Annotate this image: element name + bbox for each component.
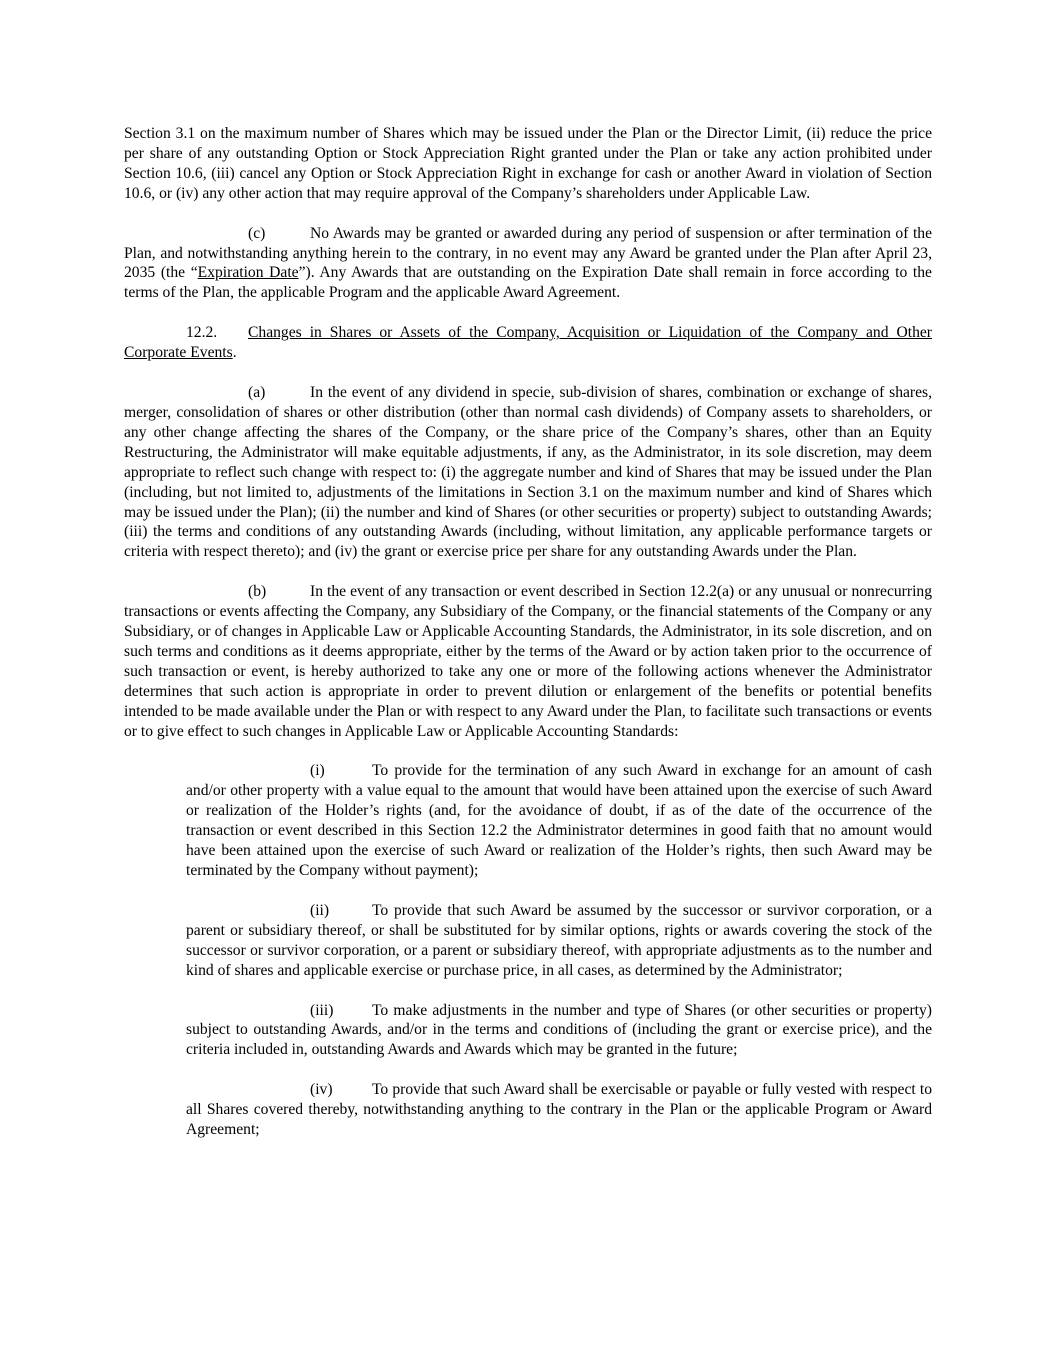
paragraph-gap bbox=[124, 363, 932, 383]
sub-item-text: To provide for the termination of any such Award in exchange for an amount of cash and/or other property with a value equal to the amount that would have been attained upon the exercise of such Award or realization of the Holder’s rights (and, for the avoidance of doubt, if as of the date of the occurrence of the transaction or event described in this Section 12.2 the Administrator determines in good faith that no amount would have been attained upon the exercise of such Award or realization of the Holder’s rights, then such Award may be terminated by the Company without payment); bbox=[186, 762, 932, 879]
section-title-end: . bbox=[232, 344, 237, 362]
sub-item-text: To provide that such Award be assumed by the successor or survivor corporation, or a parent or subsidiary thereof, or shall be substituted for by similar options, rights or awards covering the stock of the successor or survivor corporation, or a parent or subsidiary thereof, with appropriate adjustments as to the number and kind of shares and applicable exercise or purchase price, in all cases, as determined by the Administrator; bbox=[186, 901, 932, 979]
paragraph-text: ”). Any Awards that are outstanding on the Expiration Date shall remain in force according to the terms of the Plan, the applicable Program and the applicable Award Agreement. bbox=[124, 264, 932, 302]
sub-item-iv bbox=[186, 1080, 932, 1140]
sub-item-text: To make adjustments in the number and type of Shares (or other securities or property) subject to outstanding Awards, and/or in the terms and conditions of (including the grant or exercise price), and the criteria included in, outstanding Awards and Awards which may be granted in the future; bbox=[186, 1001, 932, 1059]
defined-term: Expiration Date bbox=[197, 264, 299, 282]
paragraph-continuation: Section 3.1 on the maximum number of Shares which may be issued under the Plan or the Director Limit, (ii) reduce the price per share of any outstanding Option or Stock Appreciation Right granted under the Plan or take any action prohibited under Section 10.6, (iii) cancel any Option or Stock Appreciation Right in exchange for cash or another Award in violation of Section 10.6, or (iv) any other action that may require approval of the Company’s shareholders under Applicable Law. bbox=[124, 125, 932, 202]
sub-item-label: (ii) bbox=[310, 901, 330, 919]
paragraph-b bbox=[124, 582, 932, 741]
paragraph-gap bbox=[124, 1060, 932, 1080]
sub-item-label: (iv) bbox=[310, 1081, 333, 1099]
paragraph-c bbox=[124, 224, 932, 304]
paragraph-a bbox=[124, 383, 932, 562]
document-page bbox=[124, 124, 932, 1140]
sub-item-i bbox=[186, 761, 932, 880]
paragraph-gap bbox=[124, 741, 932, 761]
paragraph-label: (b) bbox=[248, 583, 267, 601]
paragraph-label: (c) bbox=[248, 224, 266, 242]
paragraph-gap bbox=[124, 562, 932, 582]
sub-item-ii bbox=[186, 901, 932, 981]
sub-item-label: (i) bbox=[310, 762, 325, 780]
sub-item-iii bbox=[186, 1001, 932, 1061]
paragraph-gap bbox=[124, 204, 932, 224]
sub-item-text: To provide that such Award shall be exercisable or payable or fully vested with respect to all Shares covered thereby, notwithstanding anything to the contrary in the Plan or the applicable Program or Award Agreement; bbox=[186, 1081, 932, 1139]
section-title: Changes in Shares or Assets of the Company, Acquisition or Liquidation of the Company and Other Corporate Events bbox=[124, 324, 932, 362]
sub-item-label: (iii) bbox=[310, 1001, 334, 1019]
paragraph-gap bbox=[124, 881, 932, 901]
paragraph-text: No Awards may be granted or awarded during any period of suspension or after termination of the Plan, and notwithstanding anything herein to the contrary, in no event may any Award be granted under the Plan after April 23, 2035 (the “ bbox=[124, 224, 932, 282]
paragraph-text: In the event of any dividend in specie, sub-division of shares, combination or exchange of shares, merger, consolidation of shares or other distribution (other than normal cash dividends) of Company assets to shareholders, or any other change affecting the shares of the Company, or the share price of the Company’s shares, other than an Equity Restructuring, the Administrator will make equitable adjustments, if any, as the Administrator, in its sole discretion, may deem appropriate to reflect such change with respect to: (i) the aggregate number and kind of Shares that may be issued under the Plan (including, but not limited to, adjustments of the limitations in Section 3.1 on the maximum number and kind of Shares which may be issued under the Plan); (ii) the number and kind of Shares (or other securities or property) subject to outstanding Awards; (iii) the terms and conditions of any outstanding Awards (including, without limitation, any applicable performance targets or criteria with respect thereto); and (iv) the grant or exercise price per share for any outstanding Awards under the Plan. bbox=[124, 384, 932, 561]
paragraph-gap bbox=[124, 303, 932, 323]
paragraph-label: (a) bbox=[248, 384, 266, 402]
paragraph-text: In the event of any transaction or event described in Section 12.2(a) or any unusual or nonrecurring transactions or events affecting the Company, any Subsidiary of the Company, or the financial statements of the Company or any Subsidiary, or of changes in Applicable Law or Applicable Accounting Standards, the Administrator, in its sole discretion, and on such terms and conditions as it deems appropriate, either by the terms of the Award or by action taken prior to the occurrence of such transaction or event, is hereby authorized to take any one or more of the following actions whenever the Administrator determines that such action is appropriate in order to prevent dilution or enlargement of the benefits or potential benefits intended to be made available under the Plan or with respect to any Award under the Plan, to facilitate such transactions or events or to give effect to such changes in Applicable Law or Applicable Accounting Standards: bbox=[124, 583, 932, 740]
section-number: 12.2. bbox=[186, 324, 218, 342]
section-heading bbox=[124, 323, 932, 363]
paragraph-gap bbox=[124, 981, 932, 1001]
